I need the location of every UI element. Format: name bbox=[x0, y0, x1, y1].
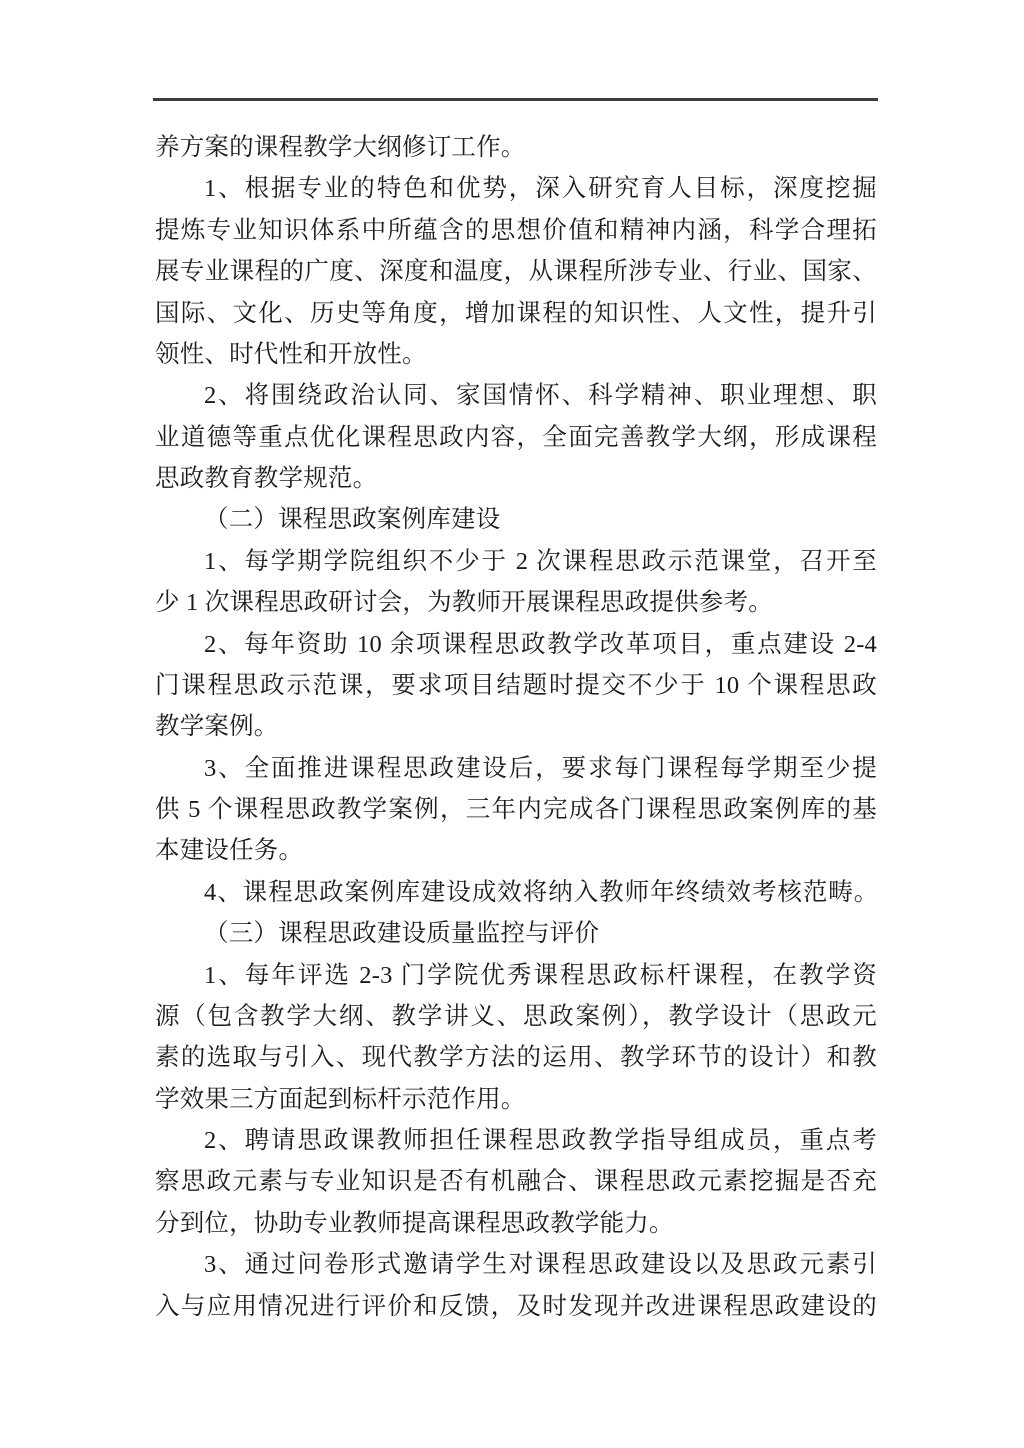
text-line: 分到位，协助专业教师提高课程思政教学能力。 bbox=[155, 1209, 674, 1237]
text-line: 国际、文化、历史等角度，增加课程的知识性、人文性，提升引 bbox=[155, 299, 877, 327]
text-line: 3、通过问卷形式邀请学生对课程思政建设以及思政元素引 bbox=[204, 1251, 877, 1279]
text-line: （二）课程思政案例库建设 bbox=[204, 506, 501, 534]
text-line: 1、每学期学院组织不少于 2 次课程思政示范课堂，召开至 bbox=[204, 547, 877, 575]
text-line: 1、根据专业的特色和优势，深入研究育人目标，深度挖掘 bbox=[204, 175, 877, 203]
text-line: 领性、时代性和开放性。 bbox=[155, 340, 427, 368]
text-line: 供 5 个课程思政教学案例，三年内完成各门课程思政案例库的基 bbox=[155, 796, 877, 823]
text-line: 2、将围绕政治认同、家国情怀、科学精神、职业理想、职 bbox=[204, 382, 877, 410]
text-line: 2、聘请思政课教师担任课程思政教学指导组成员，重点考 bbox=[204, 1127, 877, 1154]
text-line: 学效果三方面起到标杆示范作用。 bbox=[155, 1085, 526, 1113]
text-line: 3、全面推进课程思政建设后，要求每门课程每学期至少提 bbox=[204, 754, 877, 782]
text-line: 教学案例。 bbox=[155, 713, 279, 741]
text-line: 源（包含教学大纲、教学讲义、思政案例），教学设计（思政元 bbox=[155, 1002, 877, 1030]
text-line: 门课程思政示范课，要求项目结题时提交不少于 10 个课程思政 bbox=[155, 671, 877, 699]
text-line: 本建设任务。 bbox=[155, 837, 304, 865]
text-line: 4、课程思政案例库建设成效将纳入教师年终绩效考核范畴。 bbox=[204, 878, 877, 906]
text-line: 养方案的课程教学大纲修订工作。 bbox=[155, 134, 526, 161]
text-line: 察思政元素与专业知识是否有机融合、课程思政元素挖掘是否充 bbox=[155, 1168, 877, 1196]
header-separator-line bbox=[153, 98, 878, 101]
text-line: 1、每年评选 2-3 门学院优秀课程思政标杆课程，在教学资 bbox=[204, 961, 877, 989]
text-line: 少 1 次课程思政研讨会，为教师开展课程思政提供参考。 bbox=[155, 589, 773, 617]
text-line: 2、每年资助 10 余项课程思政教学改革项目，重点建设 2-4 bbox=[204, 630, 877, 658]
text-line: 入与应用情况进行评价和反馈，及时发现并改进课程思政建设的 bbox=[155, 1292, 877, 1320]
text-line: 素的选取与引入、现代教学方法的运用、教学环节的设计）和教 bbox=[155, 1044, 877, 1072]
document-body bbox=[155, 127, 877, 1327]
text-line: （三）课程思政建设质量监控与评价 bbox=[204, 920, 600, 948]
text-line: 业道德等重点优化课程思政内容，全面完善教学大纲，形成课程 bbox=[155, 423, 877, 451]
text-line: 思政教育教学规范。 bbox=[155, 465, 378, 492]
text-line: 展专业课程的广度、深度和温度，从课程所涉专业、行业、国家、 bbox=[155, 258, 877, 286]
text-line: 提炼专业知识体系中所蕴含的思想价值和精神内涵，科学合理拓 bbox=[155, 216, 877, 244]
